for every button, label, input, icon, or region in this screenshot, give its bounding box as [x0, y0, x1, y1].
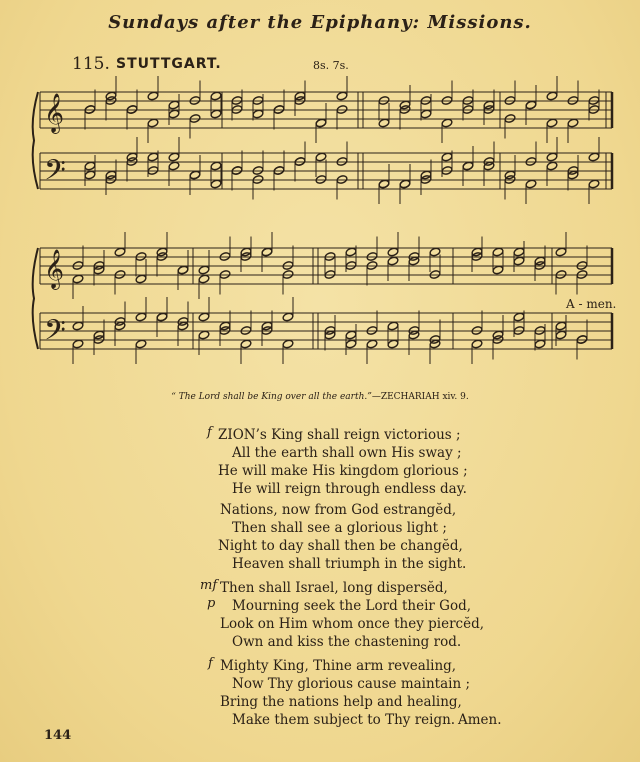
note-head: [513, 247, 525, 257]
clef-icon: 𝄢: [44, 154, 66, 194]
note-head: [93, 330, 105, 340]
note-head: [366, 339, 378, 349]
note-head: [198, 265, 210, 275]
note-head: [198, 330, 210, 340]
note-head: [252, 109, 264, 119]
note-head: [345, 339, 357, 349]
verse-line: Then shall see a glorious light ;: [232, 520, 447, 536]
note-head: [114, 247, 126, 257]
note-head: [315, 152, 327, 162]
note-head: [72, 274, 84, 284]
system-brace: [33, 248, 38, 349]
note-head: [462, 161, 474, 171]
page-number: 144: [44, 728, 72, 743]
verse-line: Night to day shall then be changĕd,: [218, 538, 463, 554]
note-head: [588, 179, 600, 189]
note-head: [261, 247, 273, 257]
note-head: [378, 118, 390, 128]
amen-text: Amen.: [458, 712, 502, 728]
note-head: [378, 179, 390, 189]
note-head: [408, 256, 420, 266]
verse-line: Nations, now from God estrangĕd,: [220, 502, 457, 518]
note-head: [387, 339, 399, 349]
note-head: [84, 170, 96, 180]
note-head: [261, 321, 273, 331]
note-head: [408, 330, 420, 340]
verse-line: Bring the nations help and healing,: [220, 694, 462, 710]
note-head: [168, 161, 180, 171]
verse-3-dynamic-2: p: [207, 596, 216, 611]
verse-line: Then shall Israel, long dispersĕd,: [220, 580, 448, 596]
note-head: [471, 339, 483, 349]
note-head: [588, 152, 600, 162]
note-head: [240, 339, 252, 349]
note-head: [198, 274, 210, 284]
verse-line: All the earth shall own His sway ;: [232, 445, 462, 461]
note-head: [168, 109, 180, 119]
note-head: [345, 247, 357, 257]
amen-syllables: A - men.: [566, 297, 617, 311]
note-head: [546, 118, 558, 128]
clef-icon: 𝄢: [44, 314, 66, 354]
note-head: [429, 339, 441, 349]
scripture-text: “ The Lord shall be King over all the earth.”—: [171, 392, 381, 402]
verse-line: Make them subject to Thy reign.: [232, 712, 456, 728]
hymn-meter: 8s. 7s.: [313, 59, 349, 72]
verse-line: ZION’s King shall reign victorious ;: [218, 427, 461, 443]
tune-name: STUTTGART.: [116, 56, 222, 72]
note-head: [387, 256, 399, 266]
note-head: [198, 312, 210, 322]
note-head: [555, 247, 567, 257]
verse-line: Now Thy glorious cause maintain ;: [232, 676, 471, 692]
note-head: [399, 179, 411, 189]
verse-line: Mourning seek the Lord their God,: [232, 598, 472, 614]
note-head: [210, 161, 222, 171]
note-head: [147, 118, 159, 128]
page-header: Sundays after the Epiphany: Missions.: [108, 12, 532, 33]
note-head: [210, 91, 222, 101]
note-head: [534, 339, 546, 349]
note-head: [483, 100, 495, 110]
scripture-reference: ZECHARIAH xiv. 9.: [380, 392, 469, 402]
note-head: [147, 152, 159, 162]
note-head: [513, 312, 525, 322]
note-head: [525, 179, 537, 189]
note-head: [72, 321, 84, 331]
note-head: [387, 247, 399, 257]
note-head: [135, 274, 147, 284]
note-head: [135, 312, 147, 322]
note-head: [534, 256, 546, 266]
note-head: [567, 118, 579, 128]
note-head: [555, 330, 567, 340]
note-head: [147, 91, 159, 101]
note-head: [156, 312, 168, 322]
note-head: [168, 152, 180, 162]
note-head: [72, 339, 84, 349]
note-head: [294, 91, 306, 101]
hymn-number: 115.: [72, 54, 110, 74]
note-head: [282, 312, 294, 322]
note-head: [441, 118, 453, 128]
note-head: [219, 321, 231, 331]
note-head: [441, 152, 453, 162]
note-head: [483, 161, 495, 171]
note-head: [282, 339, 294, 349]
note-head: [210, 179, 222, 189]
note-head: [420, 109, 432, 119]
note-head: [555, 321, 567, 331]
note-head: [114, 321, 126, 331]
note-head: [546, 161, 558, 171]
verse-line: Own and kiss the chastening rod.: [232, 634, 462, 650]
verse-3-dynamic: mf: [200, 578, 218, 593]
note-head: [492, 265, 504, 275]
scripture-quote: [0, 392, 640, 402]
note-head: [525, 100, 537, 110]
verse-line: He will reign through endless day.: [232, 481, 467, 497]
system-brace: [33, 92, 38, 189]
note-head: [135, 339, 147, 349]
note-head: [345, 330, 357, 340]
note-head: [189, 170, 201, 180]
note-head: [546, 91, 558, 101]
note-head: [429, 247, 441, 257]
clef-icon: 𝄞: [44, 249, 65, 289]
note-head: [105, 170, 117, 180]
note-head: [177, 265, 189, 275]
verse-line: He will make His kingdom glorious ;: [218, 463, 468, 479]
note-head: [387, 321, 399, 331]
note-head: [315, 118, 327, 128]
note-head: [546, 152, 558, 162]
verse-line: Mighty King, Thine arm revealing,: [220, 658, 457, 674]
note-head: [168, 100, 180, 110]
note-head: [492, 247, 504, 257]
clef-icon: 𝄞: [44, 93, 65, 133]
note-head: [210, 109, 222, 119]
note-head: [420, 170, 432, 180]
note-head: [84, 161, 96, 171]
verse-line: Look on Him whom once they piercĕd,: [220, 616, 485, 632]
verse-line: Heaven shall triumph in the sight.: [232, 556, 467, 572]
verse-4-dynamic: f: [208, 656, 213, 671]
note-head: [471, 247, 483, 257]
verse-1-dynamic: f: [207, 425, 212, 440]
note-head: [513, 256, 525, 266]
note-head: [177, 321, 189, 331]
note-head: [336, 91, 348, 101]
note-head: [240, 247, 252, 257]
